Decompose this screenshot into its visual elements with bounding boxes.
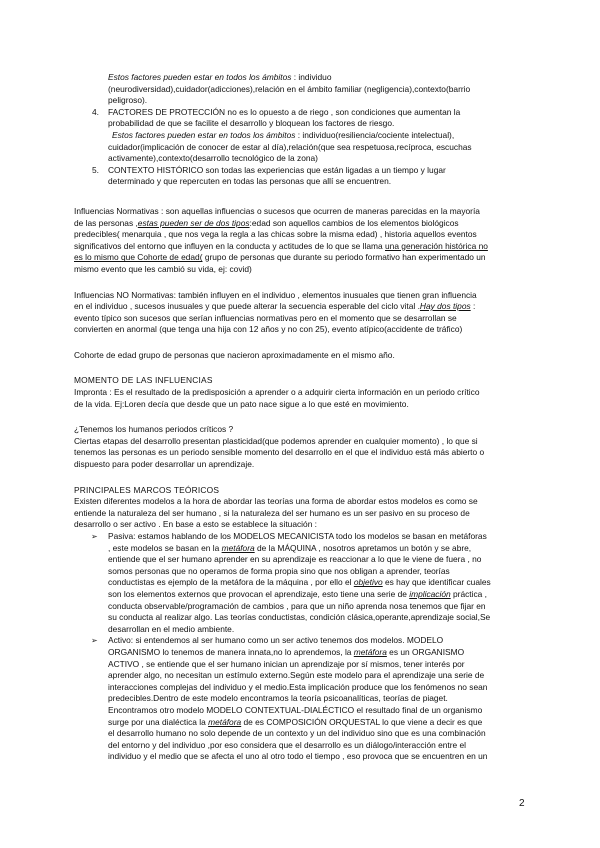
list-number: 5. [92,164,99,175]
list-number: 4. [92,106,99,117]
text-line: aprender algo, no necesitan un estímulo externo.Según este modelo para el aprendizaje una serie de [108,670,485,681]
section-question: ¿Tenemos los humanos periodos críticos ? [74,424,234,435]
text-line: activamente),contexto(desarrollo tecnológico de la zona) [108,153,318,164]
normative-influences-paragraph [74,206,532,276]
text-line: conductistas es ejemplo de la metáfora de la máquina , por ello el objetivo es hay que identificar cuales [108,577,491,588]
text-line: son los elementos externos que provocan el aprendizaje, esto tiene una serie de implicación práctica , [108,588,487,599]
text-line: Ciertas etapas del desarrollo presentan plasticidad(que podemos aprender en cualquier momento) , lo que si [74,435,478,446]
page-number: 2 [519,798,525,809]
critical-periods-section [74,424,532,470]
section-heading: PRINCIPALES MARCOS TEÓRICOS [74,484,220,495]
list-item-4 [74,107,532,165]
text-line: su conducta al realizar algo. Las teorías conductistas, condición clásica,operante,aprendizaje social,Se [108,612,491,623]
text-line: en el individuo , sucesos inusuales y que puede alterar la secuencia esperable del ciclo vital .Hay dos tipos : [74,301,476,312]
text-line: de las personas ,estas pueden ser de dos tipos:edad son aquellos cambios de los elementos biológicos [74,217,459,228]
text-line: somos personas que no operamos de forma propia sino que nos obligan a aprender, teorías [108,565,450,576]
text-line: conducta observable/programación de cambios , para que un niño aprenda nosa tenemos que fijar en [108,600,486,611]
text-line: Activo: si entendemos al ser humano como un ser activo tenemos dos modelos. MODELO [108,635,444,646]
theoretical-frameworks-section [74,485,532,531]
text-line: Pasiva: estamos hablando de los MODELOS MECANICISTA todo los modelos se basan en metáforas [108,531,487,541]
section-heading: MOMENTO DE LAS INFLUENCIAS [74,375,213,386]
text-line: ACTIVO , se entiende que el ser humano inician un aprendizaje por sí mismos, tener interés por [108,658,465,669]
text-line: convierten en anormal (que tenga una hija con 12 años y no con 25), evento atípico(accidente de tráfico) [74,324,463,335]
bullet-passive-model [74,531,532,635]
text-line: entiende que el ser humano aprender en su aprendizaje es reaccionar a lo que le viene de fuera , no [108,554,482,565]
text-line: del entorno y del individuo ,por eso considera que el desarrollo es un diálogo/interacción entre el [108,739,467,750]
text-line: , este modelos se basan en la metáfora de la MÁQUINA , nosotros apretamos un botón y se abre, [108,542,472,553]
text-line: desarrollo o ser activo . En base a esto se establece la situación : [74,519,318,530]
text-line: el desarrollo humano no solo depende de un contexto y un del individuo sino que es una combinación [108,728,486,739]
text-line: predecibles( menarquia , que nos vega la regla a las chicas sobre la misma edad) , historia aquellos eventos [74,229,477,240]
text-line: ORGANISMO lo tenemos de manera innata,no lo aprendemos, la metáfora es un ORGANISMO [108,646,465,657]
arrow-bullet-icon: ➢ [91,636,98,646]
text-line: Estos factores pueden estar en todos los ámbitos : individuo(resiliencia/cociente intelectual), [112,129,455,140]
text-line: CONTEXTO HISTÓRICO son todas las experiencias que están ligadas a un tiempo y lugar [108,164,446,175]
text-line: Impronta : Es el resultado de la predisposición a aprender o a adquirir cierta información en un periodo crítico [74,387,480,398]
text-line: entiende la naturaleza del ser humano , si la naturaleza del ser humano es un ser pasivo en su proceso de [74,507,470,518]
text-line: Influencias NO Normativas: también influyen en el individuo , elementos inusuales que tienen gran influencia [74,289,477,300]
text-line: desarrollan en el medio ambiente. [108,623,235,634]
text-line: surge por una dialéctica la metáfora de es COMPOSICIÓN ORQUESTAL lo que viene a decir es que [108,716,483,727]
text-line: Influencias Normativas : son aquellas influencias o sucesos que ocurren de maneras parecidas en la mayoría [74,205,480,216]
text-line: determinado y que repercuten en todas las personas que allí se encuentren. [108,176,392,187]
text-line: peligroso). [108,95,148,106]
page-content [74,72,532,763]
non-normative-influences-paragraph [74,290,532,336]
text-line: mismo evento que les cambió su vida, ej: covid) [74,263,252,274]
text-line: significativos del entorno que influyen en la conducta y actitudes de lo que se llama una generación histórica no [74,240,488,251]
text-line: FACTORES DE PROTECCIÓN no es lo opuesto a de riego , son condiciones que aumentan la [108,106,461,117]
factors-scope-paragraph [74,72,532,107]
text-line: interacciones complejas del individuo y el medio.Esta implicación produce que los fenómenos no sean [108,681,488,692]
text-line: dispuesto para poder desarrollar un aprendizaje. [74,459,255,470]
bullet-active-model [74,635,532,763]
text-line: Estos factores pueden estar en todos los ámbitos : individuo [108,72,332,82]
list-item-5 [74,165,532,188]
arrow-bullet-icon: ➢ [91,532,98,541]
text-line: (neurodiversidad),cuidador(adicciones),relación en el ámbito familiar (negligencia),contexto(barrio [108,83,471,94]
text-line: probabilidad de que se facilite el desarrollo y bloquean los factores de riesgo. [108,118,395,129]
text-line: tenemos las personas es un periodo sensible momento del desarrollo en el que el individuo está más abierto o [74,447,485,458]
cohort-definition: Cohorte de edad grupo de personas que nacieron aproximadamente en el mismo año. [74,349,395,360]
text-line: es lo mismo que Cohorte de edad( grupo de personas que durante su periodo formativo han experimentado un [74,252,486,263]
text-line: evento típico son sucesos que serían influencias normativas pero en el momento que se desarrollan se [74,312,457,323]
text-line: predecibles.Dentro de este modelo encontramos la teoría psicoanalíticas, teorías de piaget. [108,693,448,704]
text-line: de la vida. Ej:Loren decía que desde que un pato nace sigue a lo que esté en movimiento. [74,398,409,409]
text-line: Existen diferentes modelos a la hora de abordar las teorías una forma de abordar estos modelos es como se [74,496,478,507]
text-line: individuo y el medio que se afecta el uno al otro todo el tiempo , eso provoca que se encuentren en un [108,751,488,762]
influence-timing-section [74,375,532,410]
text-line: cuidador(implicación de conocer de estar al día),relación(que sea respetuosa,recíproca, escuchas [108,141,472,152]
text-line: Encontramos otro modelo MODELO CONTEXTUAL-DIALÉCTICO el resultado final de un organismo [108,704,483,715]
